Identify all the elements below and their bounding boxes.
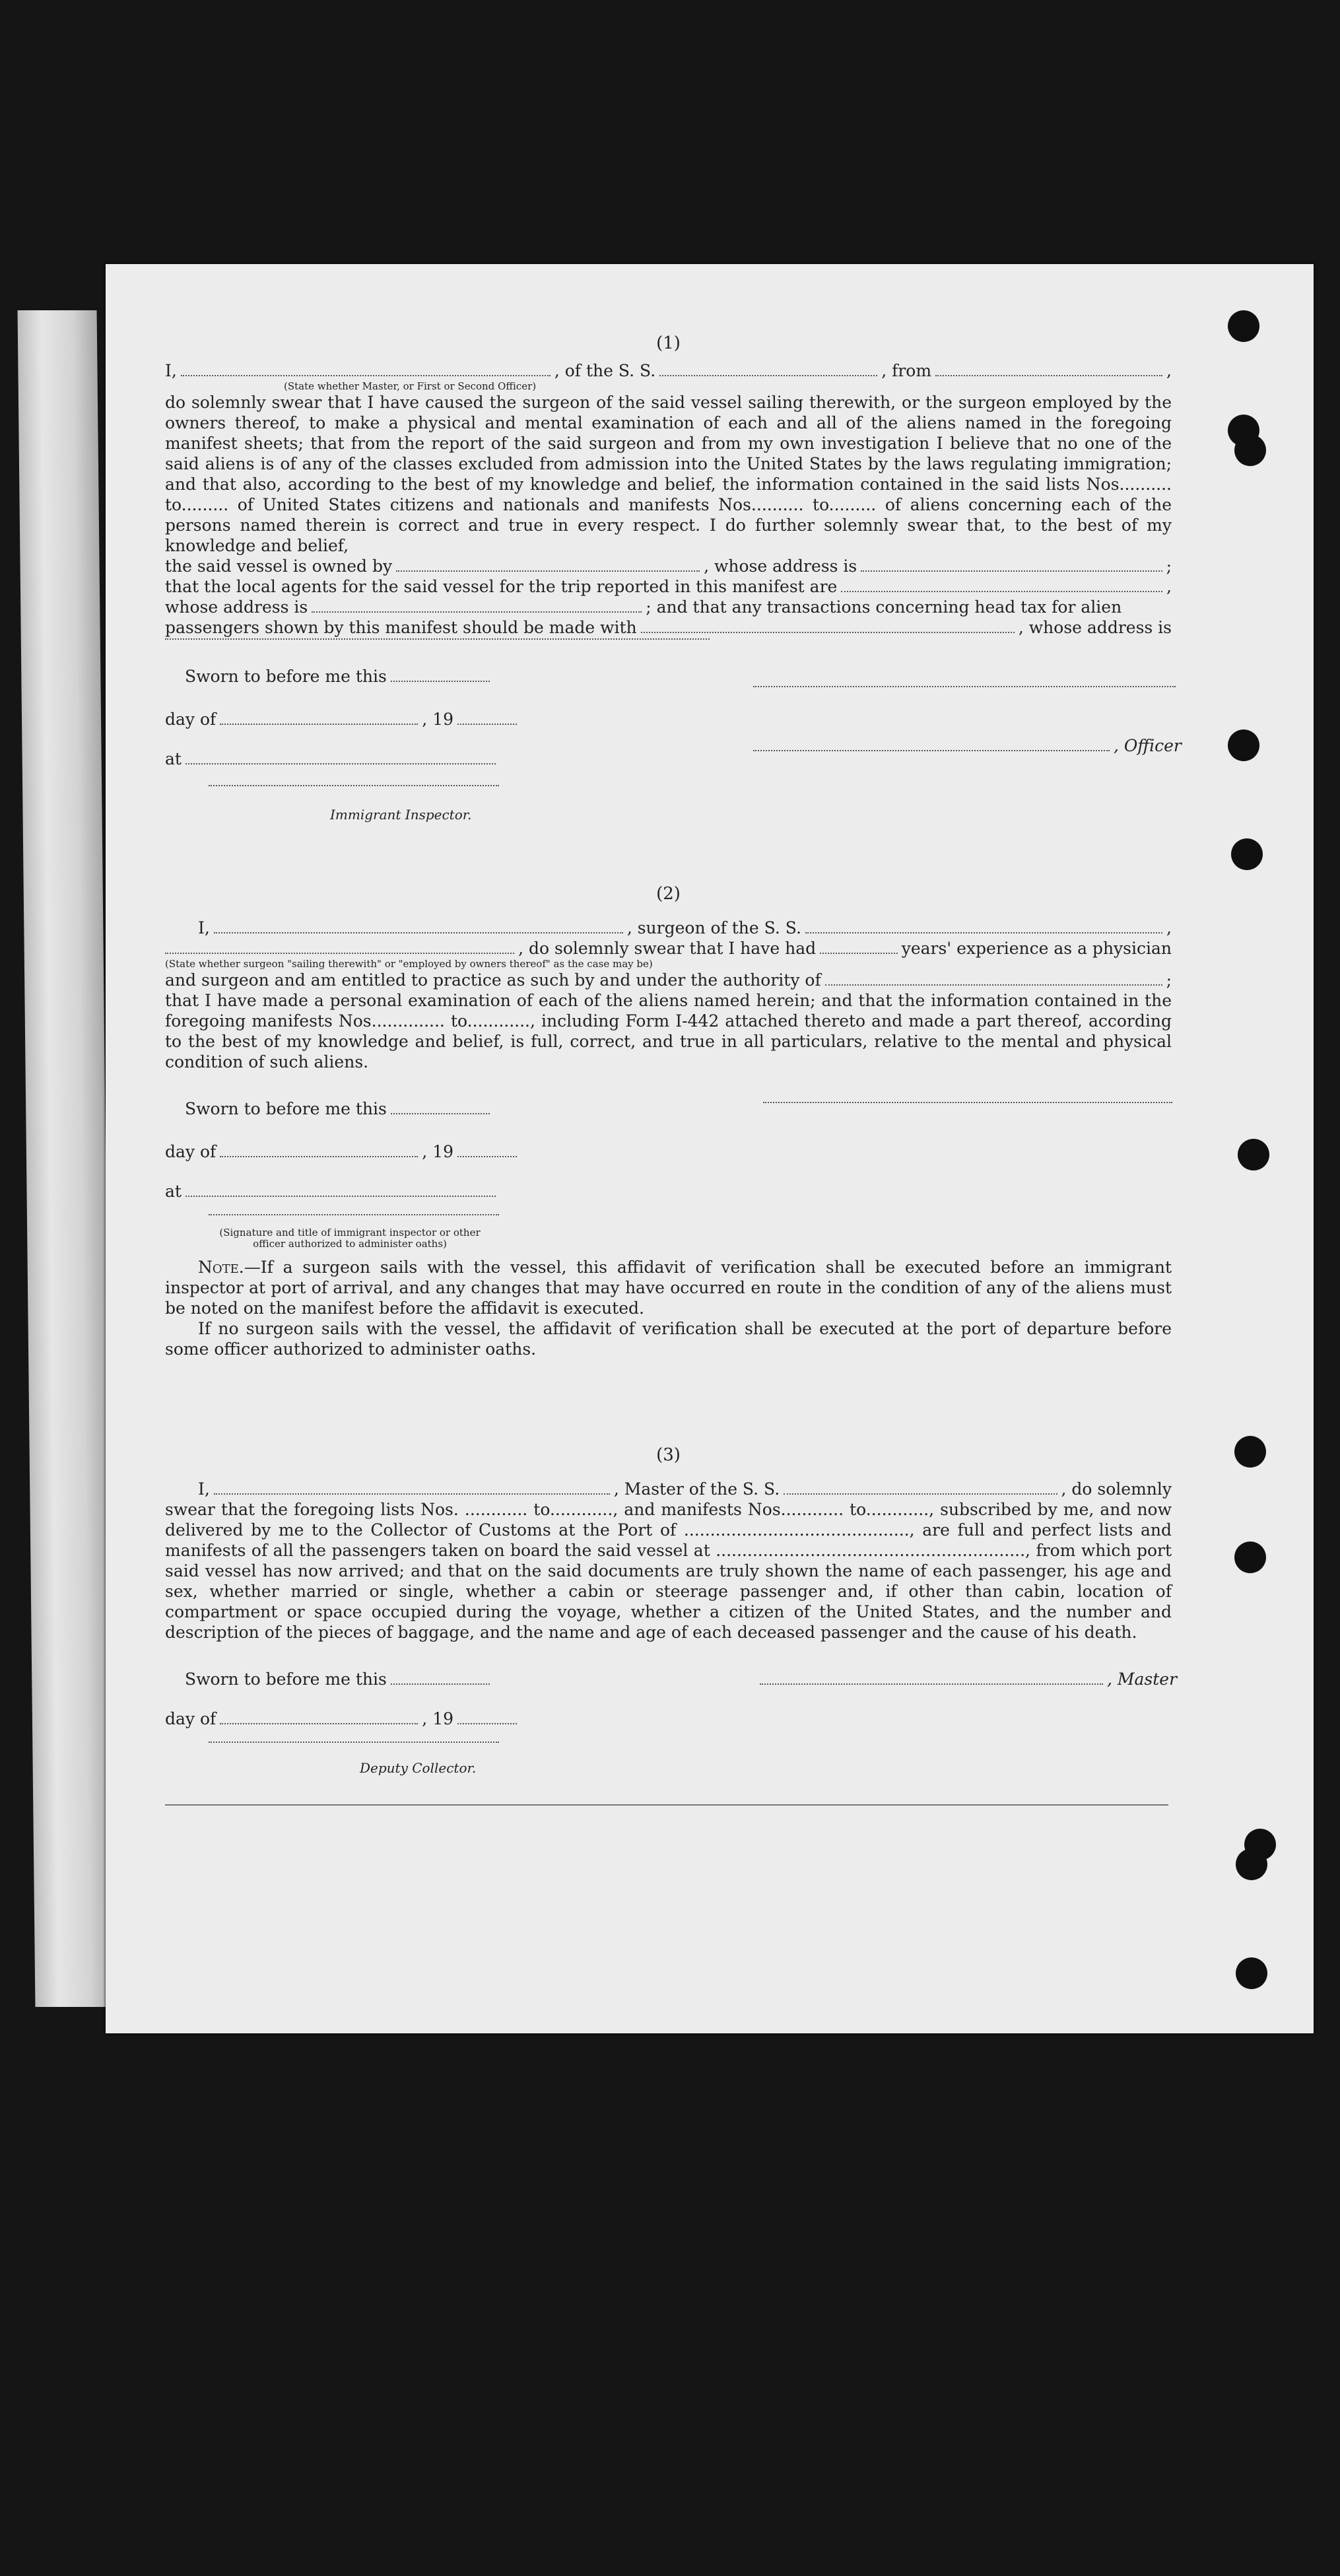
- section-1-passengers-line: passengers shown by this manifest should be made with , whose address is: [165, 618, 1172, 637]
- sworn-text: Sworn to before me this: [185, 667, 387, 686]
- section-2-body: that I have made a personal examination of each of the aliens named herein; and that the information contained in the foregoing manifests Nos.............. to............, including Form I-442 attached thereto and made a part thereof, according to the best of my knowledge and belief, is full, correct, and true in all particulars, relative to the mental and physical condition of such aliens.: [165, 991, 1172, 1071]
- master-signature-line: , Master: [756, 1669, 1177, 1689]
- section-2-line-1: I, , surgeon of the S. S. ,: [198, 918, 1172, 937]
- section-1-agents-line: that the local agents for the said vessel for the trip reported in this manifest are ,: [165, 577, 1172, 596]
- punch-hole: [1228, 729, 1259, 761]
- punch-hole: [1228, 310, 1259, 342]
- surgeon-note: Note.—If a surgeon sails with the vessel, this affidavit of verification shall be executed before an immigrant inspector at port of arrival, and any changes that may have occurred en route in the condition of any of the aliens must be noted on the manifest before the affidavit is executed.: [165, 1258, 1172, 1318]
- punch-hole: [1231, 838, 1263, 870]
- section-3-body: swear that the foregoing lists Nos. ............ to............, and manifests Nos............ to............, subscribed by me, and now delivered by me to the Collector of Customs at the Port of ..........................................., are full and perfect lists and manifests of all the passengers taken on board the said vessel at ..........................................................., from which port said vessel has now arrived; and that on the said documents are truly shown the name of each passenger, his age and sex, whether married or single, whether a cabin or steerage passenger and, if other than cabin, location of compartment or space occupied during the voyage, whether a citizen of the United States, and the number and description of the pieces of baggage, and the name and age of each deceased passenger and the cause of his death.: [165, 1500, 1172, 1642]
- manifest-sheet: [106, 264, 1314, 2033]
- surgeon-note-2: If no surgeon sails with the vessel, the affidavit of verification shall be executed at the port of departure before some officer authorized to administer oaths.: [165, 1319, 1172, 1359]
- punch-hole: [1234, 1542, 1266, 1573]
- officer-signature-line: , Officer: [749, 735, 1182, 756]
- section-2-caption: (State whether surgeon "sailing therewith" or "employed by owners thereof" as the case may be): [165, 958, 653, 970]
- attached-paper-strip: [18, 310, 115, 2007]
- section-2-signature-caption: (Signature and title of immigrant inspector or other officer authorized to administer oaths): [219, 1227, 481, 1250]
- section-2-line-2: , do solemnly swear that I have had years' experience as a physician: [165, 938, 1172, 959]
- section-1-caption: (State whether Master, or First or Second Officer): [284, 380, 537, 392]
- section-3-line-1: I, , Master of the S. S. , do solemnly: [198, 1479, 1172, 1499]
- section-2-signature-block: Sworn to before me this day of , 19 at (Signature and title of immigrant inspector or other officer authorized to administer oaths): [165, 1092, 1172, 1257]
- section-1-line-1: I, , of the S. S. , from ,: [165, 361, 1172, 380]
- punch-hole: [1238, 1139, 1269, 1170]
- punch-hole: [1236, 1848, 1267, 1880]
- section-1-signature-block: Sworn to before me this day of , 19 at , Officer Immigrant Inspector.: [165, 660, 1172, 858]
- deputy-collector-label: Deputy Collector.: [360, 1760, 477, 1776]
- section-1-whose-line: whose address is ; and that any transactions concerning head tax for alien: [165, 597, 1122, 617]
- bottom-rule: [165, 1804, 1168, 1806]
- section-3-number: (3): [656, 1445, 681, 1465]
- form-content: [165, 333, 1182, 1806]
- section-1-number: (1): [656, 333, 681, 353]
- section-3-signature-block: Sworn to before me this , Master day of , 19 Deputy Collector.: [165, 1662, 1172, 1794]
- section-2-number: (2): [656, 884, 681, 904]
- punch-hole: [1234, 1436, 1266, 1468]
- section-1-owner-line: the said vessel is owned by , whose address is ;: [165, 557, 1172, 576]
- section-2-authority-line: and surgeon and am entitled to practice as such by and under the authority of ;: [165, 970, 1172, 990]
- section-1-body: do solemnly swear that I have caused the surgeon of the said vessel sailing therewith, or the surgeon employed by the owners thereof, to make a physical and mental examination of each and all of the aliens named in the foregoing manifest sheets; that from the report of the said surgeon and from my own investigation I believe that no one of the said aliens is of any of the classes excluded from admission into the United States by the laws regulating immigration; and that also, according to the best of my knowledge and belief, the information contained in the said lists Nos.......... to......... of United States citizens and nationals and manifests Nos.......... to......... of aliens concerning each of the persons named therein is correct and true in every respect. I do further solemnly swear that, to the best of my knowledge and belief,: [165, 393, 1172, 555]
- immigrant-inspector-label: Immigrant Inspector.: [330, 807, 472, 823]
- punch-hole: [1236, 1957, 1267, 1989]
- punch-hole: [1234, 434, 1266, 466]
